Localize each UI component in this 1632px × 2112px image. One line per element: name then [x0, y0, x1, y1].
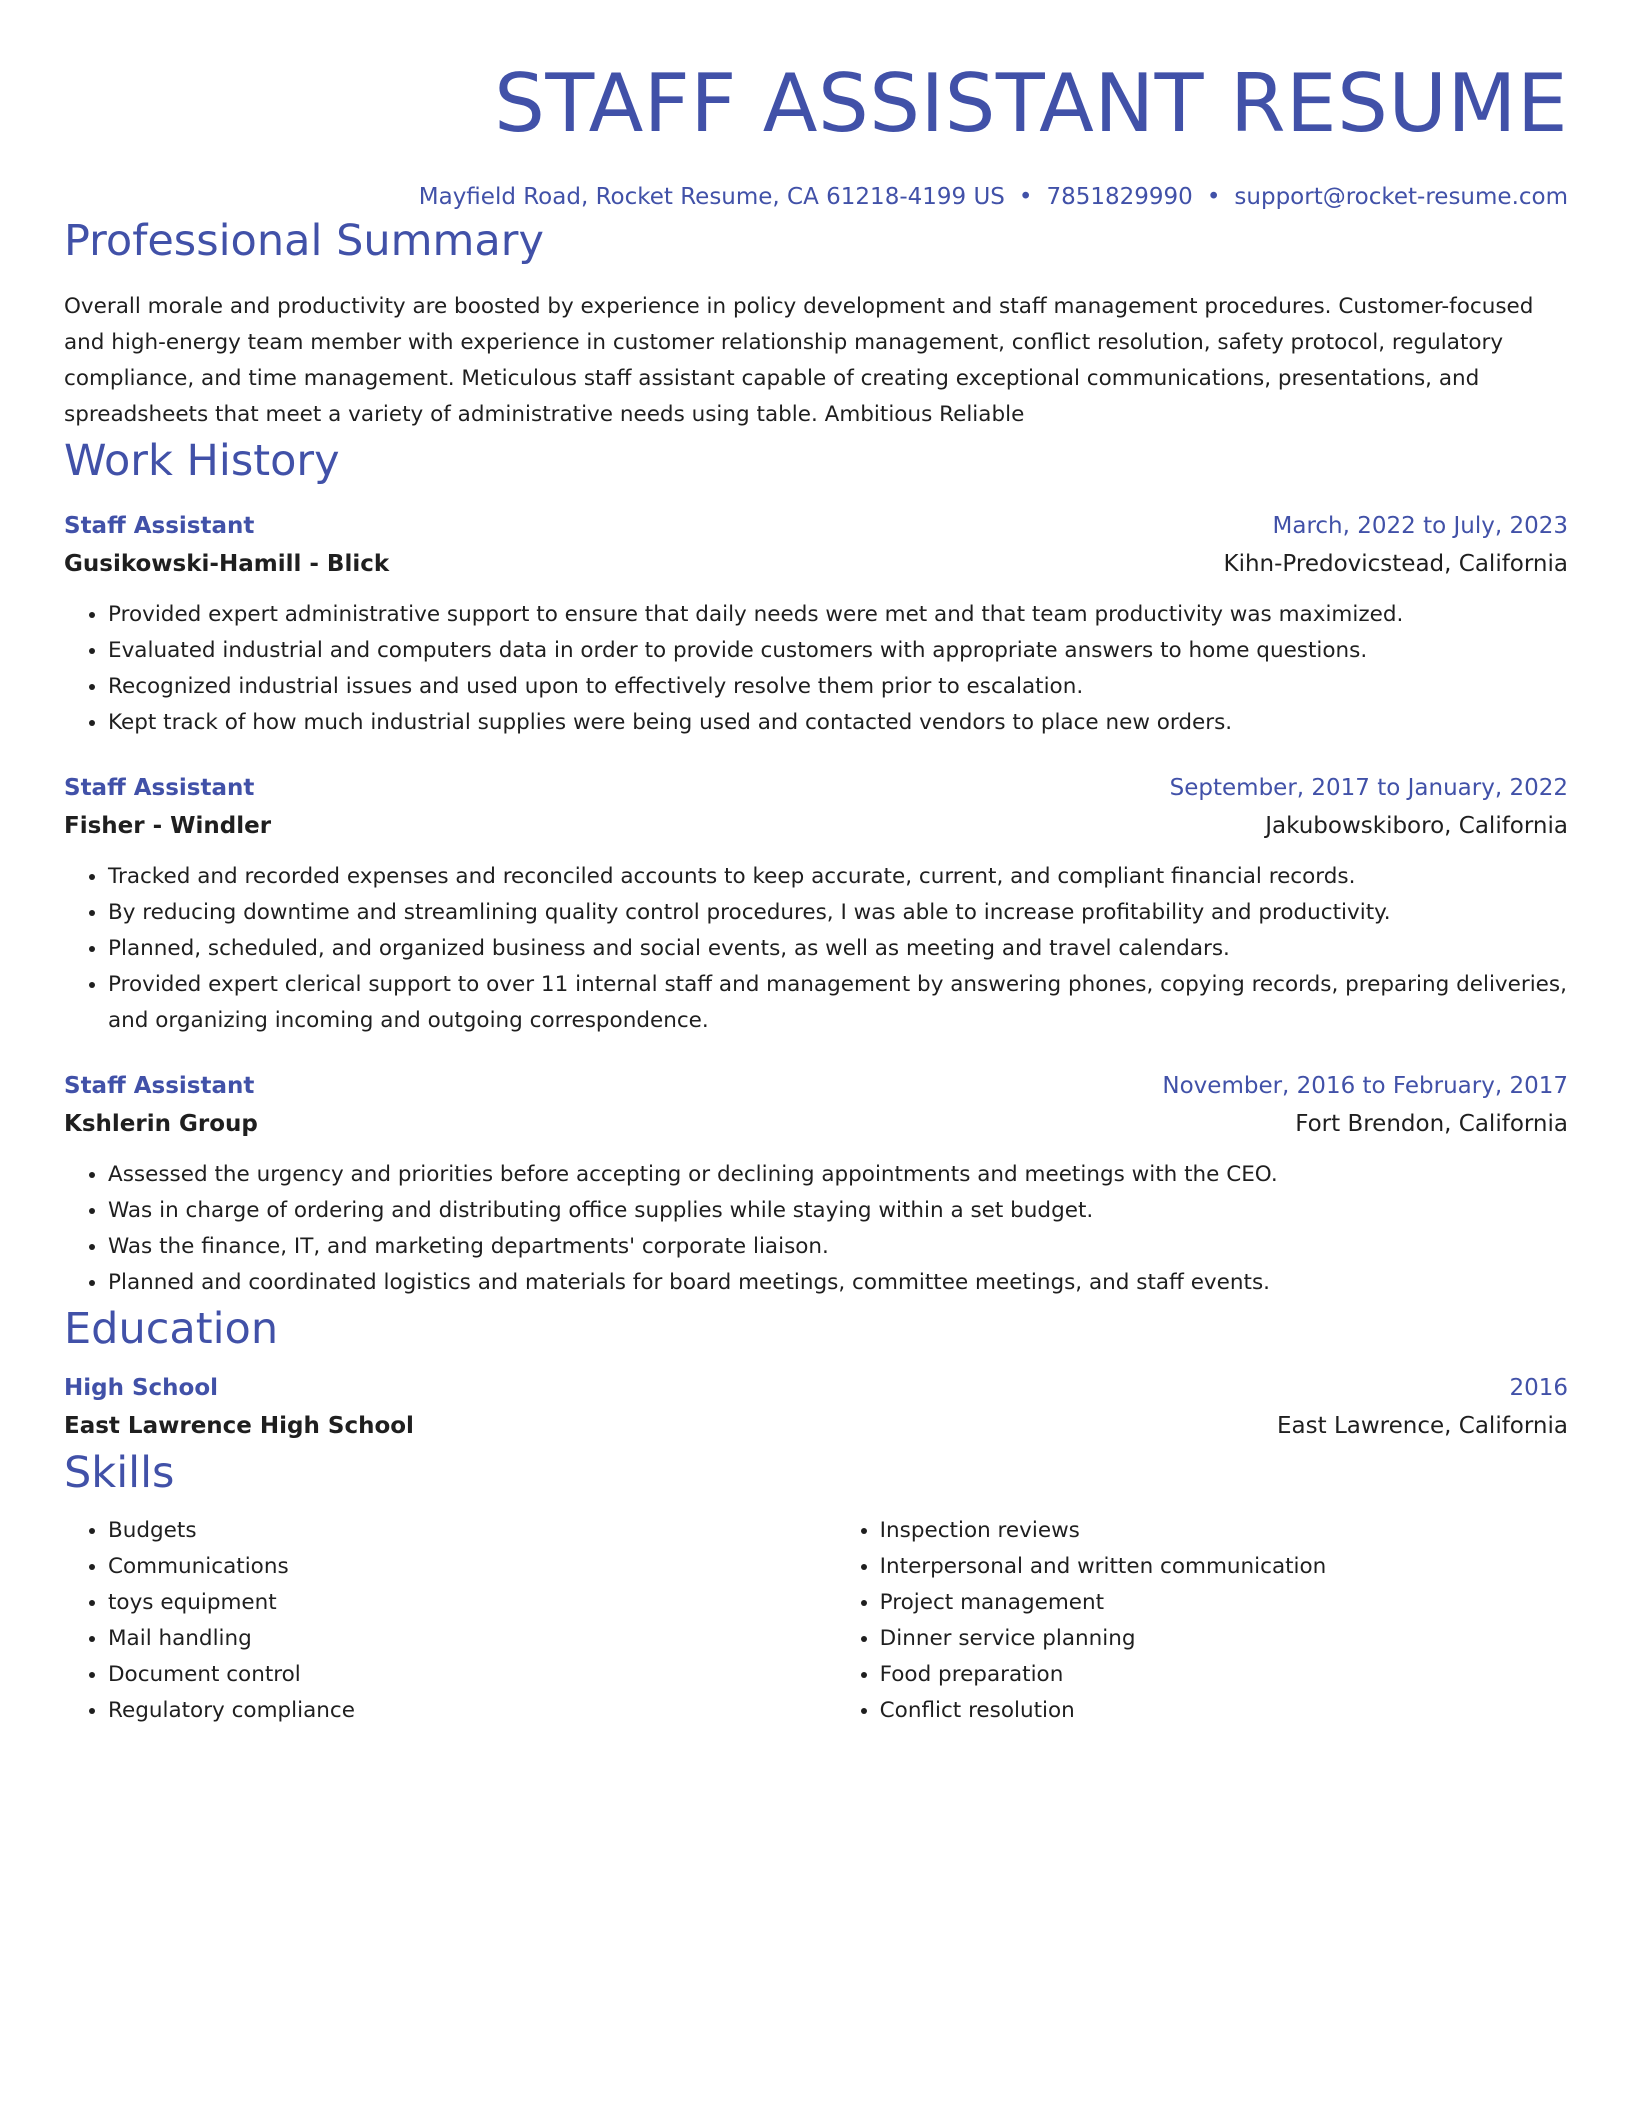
skill-item: • Regulatory compliance [108, 1693, 836, 1729]
job-bullets [64, 1157, 1568, 1301]
job-dates: September, 2017 to January, 2022 [1169, 775, 1568, 801]
job-bullet: • Planned and coordinated logistics and materials for board meetings, committee meetings, and staff events. [108, 1265, 1568, 1301]
job-location: Jakubowskiboro, California [1265, 813, 1568, 839]
job-company: Kshlerin Group [64, 1111, 258, 1137]
education-school: East Lawrence High School [64, 1413, 414, 1439]
job-bullet: • Recognized industrial issues and used upon to effectively resolve them prior to escalation. [108, 669, 1568, 705]
skill-item: • Food preparation [880, 1657, 1568, 1693]
education-heading: Education [64, 1304, 279, 1354]
skills-column-left [64, 1513, 836, 1729]
contact-line [64, 181, 1568, 213]
skill-item: • Interpersonal and written communication [880, 1549, 1568, 1585]
job-location: Fort Brendon, California [1295, 1111, 1568, 1137]
education-entry [64, 1369, 1568, 1445]
education-location: East Lawrence, California [1277, 1413, 1568, 1439]
skill-item: • Mail handling [108, 1621, 836, 1657]
summary-text: Overall morale and productivity are boosted by experience in policy development and staff management procedures. Customer-focused and high-energy team member with experience in customer relationship management, conflict resolution, safety protocol, regulatory compliance, and time management. Meticulous staff assistant capable of creating exceptional communications, presentations, and spreadsheets that meet a variety of administrative needs using table. Ambitious Reliable [64, 294, 1534, 427]
skill-item: • Budgets [108, 1513, 836, 1549]
job-dates: November, 2016 to February, 2017 [1162, 1073, 1568, 1099]
job-role: Staff Assistant [64, 513, 255, 539]
skill-item: • Project management [880, 1585, 1568, 1621]
skill-item: • Communications [108, 1549, 836, 1585]
contact-address: Mayfield Road, Rocket Resume, CA 61218-4199 US [418, 184, 1005, 210]
job-entry [64, 507, 1568, 741]
job-bullet: • Evaluated industrial and computers data in order to provide customers with appropriate answers to home questions. [108, 633, 1568, 669]
job-bullet: • Provided expert administrative support to ensure that daily needs were met and that team productivity was maximized. [108, 597, 1568, 633]
education-degree: High School [64, 1375, 219, 1401]
job-bullet: • Was the finance, IT, and marketing departments' corporate liaison. [108, 1229, 1568, 1265]
job-location: Kihn-Predovicstead, California [1223, 551, 1568, 577]
job-role: Staff Assistant [64, 1073, 255, 1099]
skills-column-right [836, 1513, 1568, 1729]
separator-dot: • [1018, 184, 1033, 210]
summary-heading: Professional Summary [64, 216, 544, 266]
skill-item: • Conflict resolution [880, 1693, 1568, 1729]
skill-item: • Document control [108, 1657, 836, 1693]
job-entry [64, 1067, 1568, 1301]
job-company: Gusikowski-Hamill - Blick [64, 551, 390, 577]
skill-item: • Dinner service planning [880, 1621, 1568, 1657]
job-bullet: • Planned, scheduled, and organized business and social events, as well as meeting and travel calendars. [108, 931, 1568, 967]
job-bullets [64, 597, 1568, 741]
job-company: Fisher - Windler [64, 813, 272, 839]
job-bullet: • Assessed the urgency and priorities before accepting or declining appointments and meetings with the CEO. [108, 1157, 1568, 1193]
job-bullet: • Tracked and recorded expenses and reconciled accounts to keep accurate, current, and compliant financial records. [108, 859, 1568, 895]
job-entry [64, 769, 1568, 1039]
education-year: 2016 [1509, 1375, 1568, 1401]
job-bullets [64, 859, 1568, 1039]
skills-list [64, 1513, 1568, 1729]
contact-phone: 7851829990 [1046, 184, 1193, 210]
skills-heading: Skills [64, 1448, 175, 1498]
job-bullet: • Kept track of how much industrial supplies were being used and contacted vendors to place new orders. [108, 705, 1568, 741]
job-bullet: • Was in charge of ordering and distributing office supplies while staying within a set budget. [108, 1193, 1568, 1229]
job-dates: March, 2022 to July, 2023 [1272, 513, 1568, 539]
job-bullet: • By reducing downtime and streamlining quality control procedures, I was able to increase profitability and productivity. [108, 895, 1568, 931]
skill-item: • toys equipment [108, 1585, 836, 1621]
work-history-heading: Work History [64, 436, 340, 486]
contact-email: support@rocket-resume.com [1234, 184, 1568, 210]
job-role: Staff Assistant [64, 775, 255, 801]
resume-title: STAFF ASSISTANT RESUME [494, 57, 1568, 150]
separator-dot: • [1206, 184, 1221, 210]
job-bullet: • Provided expert clerical support to over 11 internal staff and management by answering phones, copying records, preparing deliveries, and organizing incoming and outgoing correspondence. [108, 967, 1568, 1039]
skill-item: • Inspection reviews [880, 1513, 1568, 1549]
